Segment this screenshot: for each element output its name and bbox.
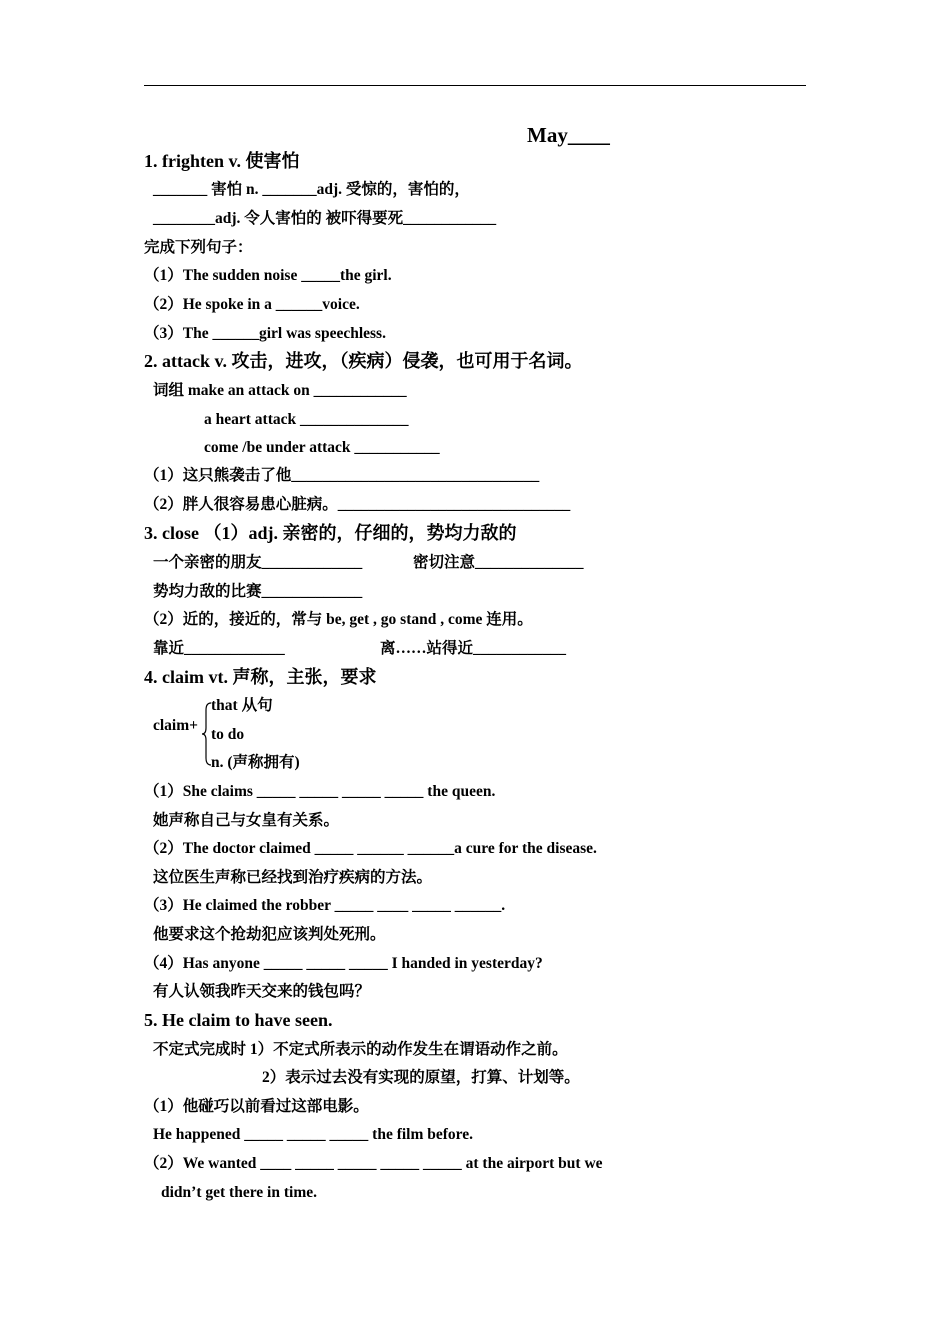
text-line: 他要求这个抢劫犯应该判处死刑。	[153, 926, 386, 943]
section-5-heading: 5. He claim to have seen.	[144, 1010, 333, 1030]
section-2-heading: 2. attack v. 攻击，进攻，（疾病）侵袭，也可用于名词。	[144, 351, 583, 371]
text-line: ________adj. 令人害怕的 被吓得要死____________	[153, 210, 497, 227]
text-line: n. (声称拥有)	[211, 754, 300, 771]
page-title: May____	[527, 123, 610, 147]
text-line: a heart attack ______________	[204, 411, 409, 428]
exercise-line: （2）The doctor claimed _____ ______ ______a cure for the disease.	[144, 840, 597, 857]
exercise-line: （4）Has anyone _____ _____ _____ I handed in yesterday?	[144, 955, 543, 972]
text-line: 她声称自己与女皇有关系。	[153, 812, 340, 829]
exercise-line: （2）We wanted ____ _____ _____ _____ _____ at the airport but we	[144, 1155, 603, 1172]
text-line: that 从句	[211, 697, 273, 714]
text-line: 完成下列句子：	[144, 239, 253, 256]
text-line: 2）表示过去没有实现的原望，打算、计划等。	[262, 1069, 580, 1086]
text-line: 不定式完成时 1）不定式所表示的动作发生在谓语动作之前。	[153, 1041, 568, 1058]
text-line: didn’t get there in time.	[161, 1184, 317, 1201]
text-line: 这位医生声称已经找到治疗疾病的方法。	[153, 869, 433, 886]
exercise-line: （3）The ______girl was speechless.	[144, 325, 386, 342]
exercise-line: （1）The sudden noise _____the girl.	[144, 267, 392, 284]
text-line: He happened _____ _____ _____ the film before.	[153, 1126, 474, 1143]
text-line: （2）近的，接近的，常与 be, get , go stand , come 连用。	[144, 611, 533, 628]
header-rule	[144, 85, 806, 86]
text-line: 离……站得近____________	[380, 640, 567, 657]
section-1-heading: 1. frighten v. 使害怕	[144, 151, 300, 171]
text-line: 密切注意______________	[413, 554, 584, 571]
text-line: come /be under attack ___________	[204, 439, 440, 456]
text-line: _______ 害怕 n. _______adj. 受惊的，害怕的，	[153, 181, 470, 198]
exercise-line: （2）He spoke in a ______voice.	[144, 296, 360, 313]
exercise-line: （1）他碰巧以前看过这部电影。	[144, 1098, 369, 1115]
text-line: 有人认领我昨天交来的钱包吗？	[153, 983, 371, 1000]
text-line: to do	[211, 726, 245, 743]
text-line: claim+	[153, 717, 198, 734]
exercise-line: （1）She claims _____ _____ _____ _____ the queen.	[144, 783, 496, 800]
text-line: 一个亲密的朋友_____________	[153, 554, 363, 571]
text-line: 词组 make an attack on ____________	[153, 382, 407, 399]
section-3-heading: 3. close （1）adj. 亲密的，仔细的，势均力敌的	[144, 523, 517, 543]
section-4-heading: 4. claim vt. 声称，主张，要求	[144, 667, 377, 687]
text-line: 靠近_____________	[153, 640, 285, 657]
text-line: 势均力敌的比赛_____________	[153, 583, 363, 600]
exercise-line: （1）这只熊袭击了他________________________________	[144, 467, 540, 484]
exercise-line: （2）胖人很容易患心脏病。______________________________	[144, 496, 571, 513]
exercise-line: （3）He claimed the robber _____ ____ _____ ______.	[144, 897, 506, 914]
